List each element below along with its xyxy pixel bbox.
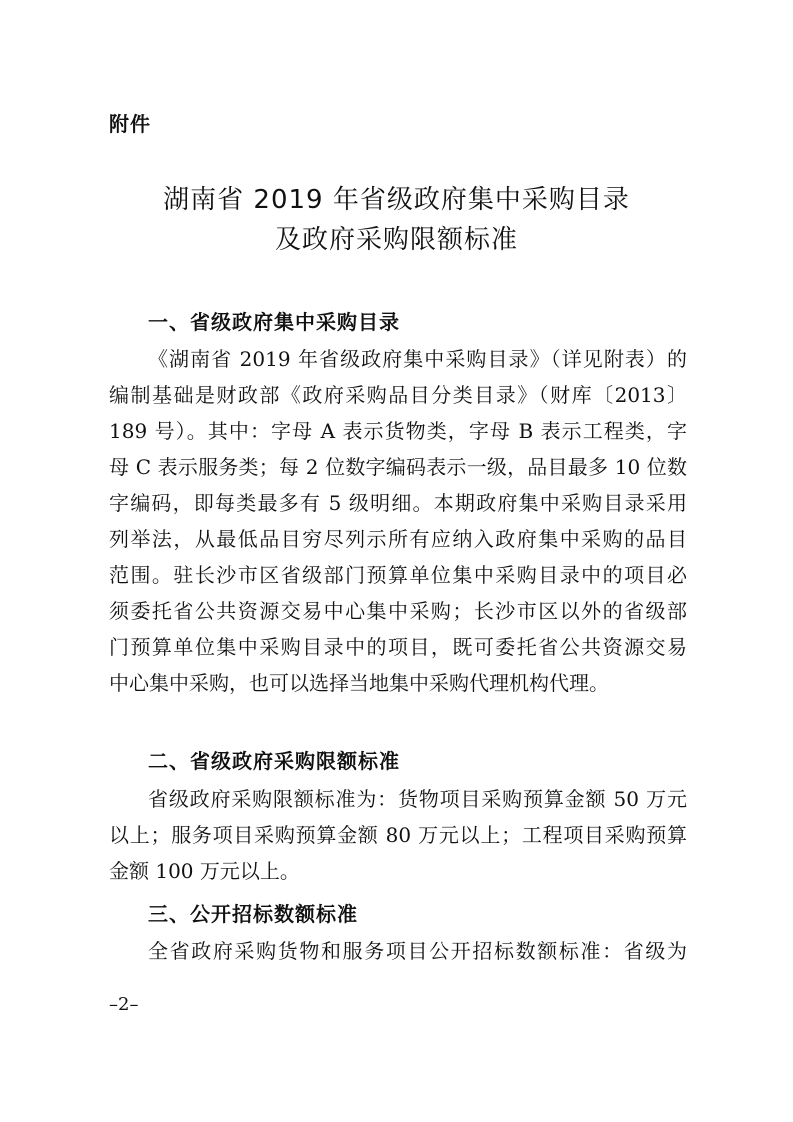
paragraph-line: 189 号）。其中：字母 A 表示货物类，字母 B 表示工程类，字: [109, 419, 687, 443]
section1-paragraph: [109, 341, 687, 701]
section3-heading: 三、公开招标数额标准: [148, 902, 358, 926]
attachment-label: 附件: [109, 112, 151, 136]
paragraph-line: 《湖南省 2019 年省级政府集中采购目录》（详见附表）的: [148, 347, 687, 371]
paragraph-line: 金额 100 万元以上。: [109, 859, 300, 883]
paragraph-line: 编制基础是财政部《政府采购品目分类目录》（财库〔2013〕: [109, 383, 687, 407]
paragraph-line: 门预算单位集中采购目录中的项目，既可委托省公共资源交易: [109, 635, 687, 659]
paragraph-line: 全省政府采购货物和服务项目公开招标数额标准：省级为: [148, 939, 687, 963]
document-title-line1: 湖南省 2019 年省级政府集中采购目录: [163, 185, 630, 215]
document-title-line2: 及政府采购限额标准: [274, 225, 518, 255]
paragraph-line: 中心集中采购，也可以选择当地集中采购代理机构代理。: [109, 671, 609, 695]
section2-heading: 二、省级政府采购限额标准: [148, 749, 400, 773]
section2-paragraph: [109, 781, 687, 889]
section3-paragraph: [109, 933, 687, 969]
section1-heading: 一、省级政府集中采购目录: [148, 310, 400, 334]
paragraph-line: 范围。驻长沙市区省级部门预算单位集中采购目录中的项目必: [109, 563, 687, 587]
paragraph-line: 列举法，从最低品目穷尽列示所有应纳入政府集中采购的品目: [109, 527, 687, 551]
paragraph-line: 以上；服务项目采购预算金额 80 万元以上；工程项目采购预算: [109, 823, 687, 847]
page-number: –2–: [109, 994, 139, 1015]
paragraph-line: 须委托省公共资源交易中心集中采购；长沙市区以外的省级部: [109, 599, 687, 623]
paragraph-line: 母 C 表示服务类；每 2 位数字编码表示一级，品目最多 10 位数: [109, 455, 687, 479]
paragraph-line: 省级政府采购限额标准为：货物项目采购预算金额 50 万元: [148, 787, 687, 811]
paragraph-line: 字编码，即每类最多有 5 级明细。本期政府集中采购目录采用: [109, 491, 687, 515]
